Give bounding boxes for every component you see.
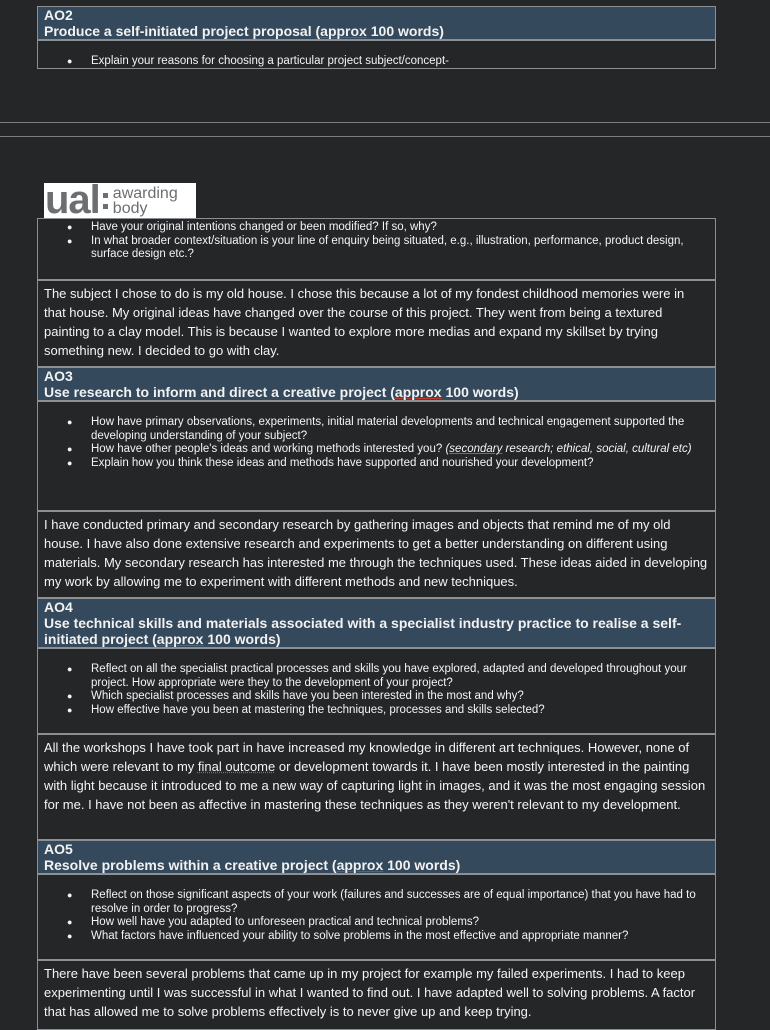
logo-colon xyxy=(103,190,108,212)
logo-mark: ual xyxy=(45,178,100,222)
ao4-bullet: ● How effective have you been at mastering the techniques, processes and skills selected? xyxy=(37,704,716,718)
ao4-code: AO4 xyxy=(44,599,73,615)
ao3-header xyxy=(37,367,716,401)
ao5-bullet: ● How well have you adapted to unforeseen practical and technical problems? xyxy=(37,916,716,930)
ao3-title: Use research to inform and direct a creative project (approx 100 words) xyxy=(44,384,519,400)
ao2-answer: The subject I chose to do is my old house. I chose this because a lot of my fondest childhood memories were in that house. My original ideas have changed over the course of this project. They went from being a textured painting to a clay model. This is because I wanted to explore more medias and expand my skillset by trying something new. I decided to go with clay. xyxy=(37,280,716,367)
ao2-continued-bullet: ● Have your original intentions changed or been modified? If so, why? xyxy=(37,221,716,235)
ao2-bullet-list xyxy=(37,55,716,69)
ao5-bullet: ● What factors have influenced your ability to solve problems in the most effective and appropriate manner? xyxy=(37,930,716,944)
ao2-continued-bullet-list xyxy=(37,221,716,262)
page-break-line xyxy=(0,136,770,137)
ao4-answer: All the workshops I have took part in have increased my knowledge in different art techniques. However, none of which were relevant to my final outcome or development towards it. I have been mostly interested in the painting with light because it introduced to me a new way of capturing light in images, and it was the most engaging session for me. I have not been as affective in mastering these techniques as they weren't relevant to my development. xyxy=(37,734,716,840)
ao4-bullet-list xyxy=(37,663,716,717)
ao5-header xyxy=(37,840,716,874)
ao5-bullet-list xyxy=(37,889,716,943)
logo-words: awarding body xyxy=(112,184,178,217)
page-break-line xyxy=(0,122,770,123)
ao3-answer: I have conducted primary and secondary research by gathering images and objects that remind me of my old house. I have also done extensive research and experiments to get a better understanding on different using materials. My secondary research has interested me through the techniques used. These ideas aided in developing my work by allowing me to experiment with different methods and new techniques. xyxy=(37,511,716,598)
ao3-bullet: ● How have primary observations, experiments, initial material developments and technical engagement supported the developing understanding of your subject? xyxy=(37,416,716,443)
ao5-title: Resolve problems within a creative project (approx 100 words) xyxy=(44,857,461,873)
ao2-code: AO2 xyxy=(44,7,73,23)
ual-awarding-body-logo xyxy=(44,178,196,222)
ao2-title: Produce a self-initiated project proposal (approx 100 words) xyxy=(44,23,444,39)
ao4-title: Use technical skills and materials associated with a specialist industry practice to realise a self-initiated project (approx 100 words) xyxy=(44,615,682,647)
ao3-code: AO3 xyxy=(44,368,73,384)
ao3-bullet: ● Explain how you think these ideas and methods have supported and nourished your development? xyxy=(37,457,716,471)
ao2-header xyxy=(37,6,716,40)
ao4-bullet: ● Reflect on all the specialist practical processes and skills you have explored, adapted and developed throughout your project. How appropriate were they to the development of your project? xyxy=(37,663,716,690)
ao2-bullet: ● Explain your reasons for choosing a particular project subject/concept- xyxy=(37,55,716,69)
ao2-continued-bullet: ● In what broader context/situation is your line of enquiry being situated, e.g., illustration, performance, product design, surface design etc.? xyxy=(37,235,716,262)
ao3-bullet: ● How have other people's ideas and working methods interested you? (secondary research; ethical, social, cultural etc) xyxy=(37,443,716,457)
ao5-answer: There have been several problems that came up in my project for example my failed experiments. I had to keep experimenting until I was successful in what I wanted to find out. I have adapted well to solving problems. A factor that has allowed me to solve problems effectively is to never give up and keep trying. xyxy=(37,960,716,1030)
ao5-bullet: ● Reflect on those significant aspects of your work (failures and successes are of equal importance) that you have had to resolve in order to progress? xyxy=(37,889,716,916)
ao4-bullet: ● Which specialist processes and skills have you been interested in the most and why? xyxy=(37,690,716,704)
ao4-header xyxy=(37,598,716,648)
ao3-bullet-list xyxy=(37,416,716,470)
ao5-code: AO5 xyxy=(44,841,73,857)
